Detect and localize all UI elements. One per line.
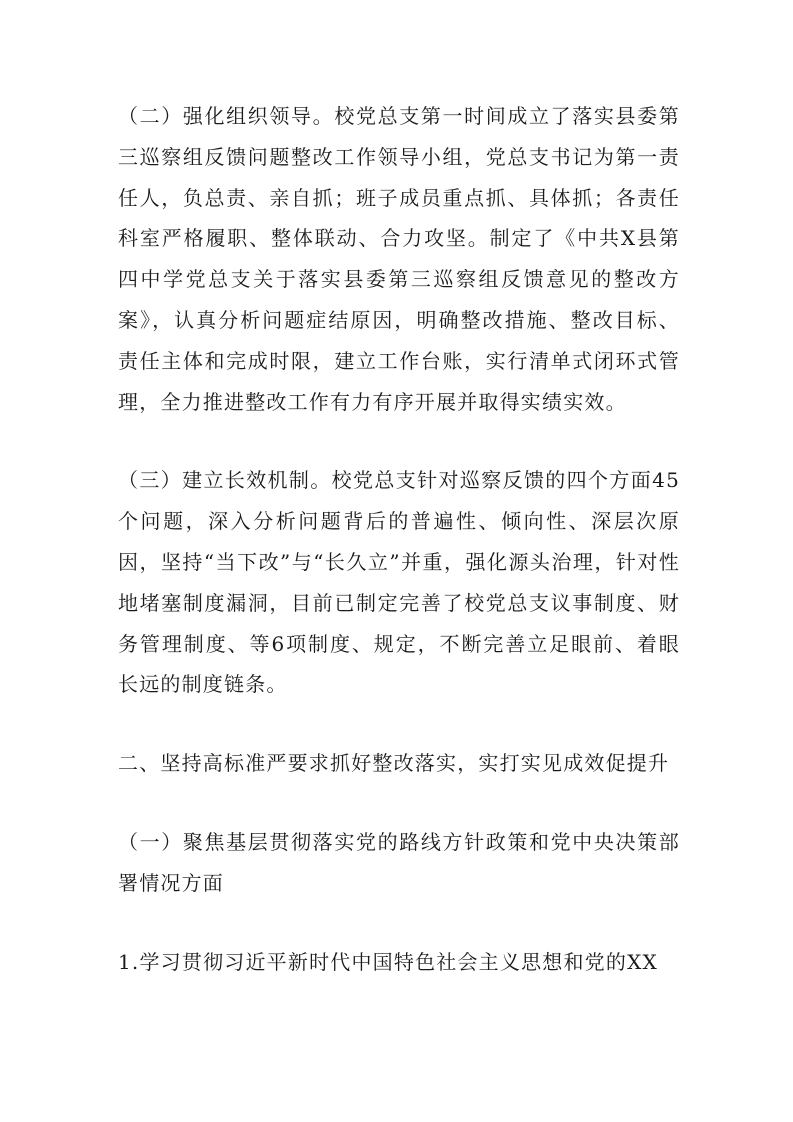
paragraph-long-term-mechanism: （三）建立长效机制。校党总支针对巡察反馈的四个方面45个问题，深入分析问题背后的普遍性、倾向性、深层次原因，坚持“当下改”与“长久立”并重，强化源头治理，针对性地堵塞制度漏洞，目前已制定完善了校党总支议事制度、财务管理制度、等6项制度、规定，不断完善立足眼前、着眼长远的制度链条。 [118,468,680,697]
item-start: 1.学习贯彻习近平新时代中国特色社会主义思想和党的XX [118,949,658,974]
paragraph-gap [118,422,680,460]
section-heading: 二、坚持高标准严要求抓好整改落实，实打实见成效促提升 [118,751,670,776]
paragraph-gap [118,705,680,743]
subsection-heading: （一）聚焦基层贯彻落实党的路线方针政策和党中央决策部署情况方面 [118,829,680,895]
document-page [118,96,680,982]
paragraph-strengthen-leadership: （二）强化组织领导。校党总支第一时间成立了落实县委第三巡察组反馈问题整改工作领导小组，党总支书记为第一责任人，负总责、亲自抓；班子成员重点抓、具体抓；各责任科室严格履职、整体联动、合力攻坚。制定了《中共X县第四中学党总支关于落实县委第三巡察组反馈意见的整改方案》，认真分析问题症结原因，明确整改措施、整改目标、责任主体和完成时限，建立工作台账，实行清单式闭环式管理，全力推进整改工作有力有序开展并取得实绩实效。 [118,104,680,414]
paragraph-gap [118,904,680,942]
paragraph-gap [118,784,680,822]
